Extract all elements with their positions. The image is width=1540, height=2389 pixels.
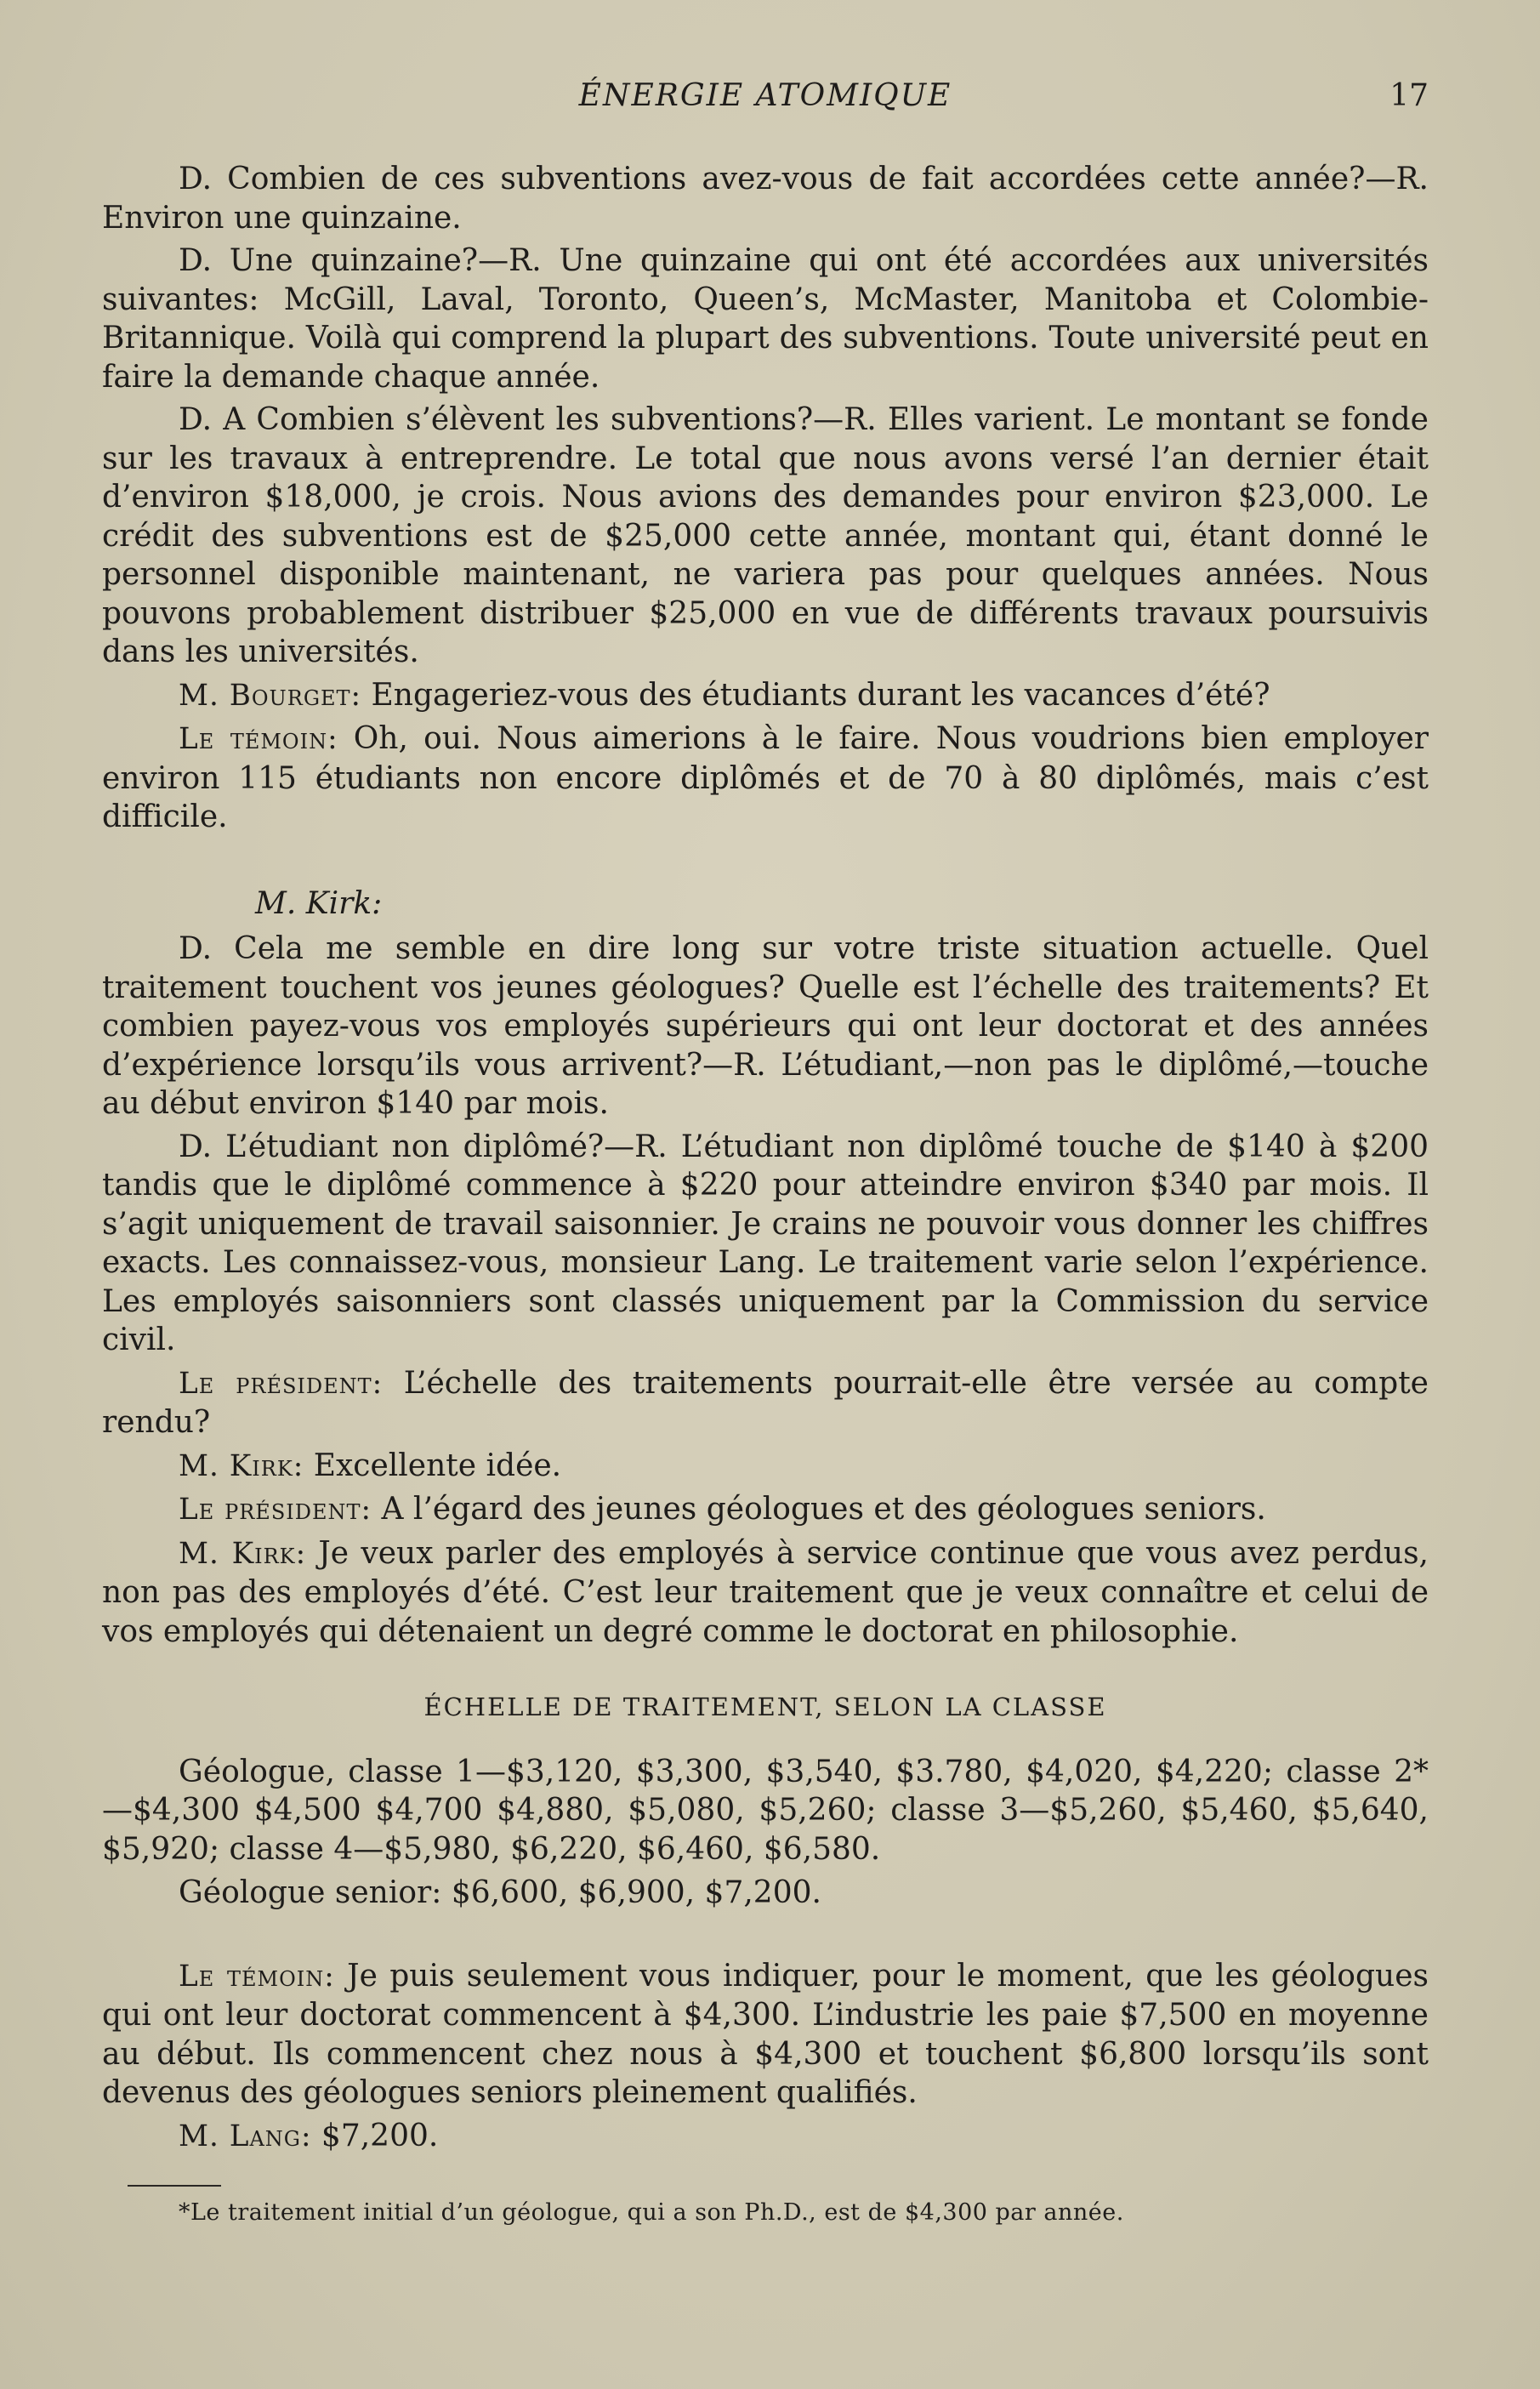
salary-line: Géologue, classe 1—$3,120, $3,300, $3,540, $3.780, $4,020, $4,220; classe 2*—$4,300 $4,500 $4,700 $4,880, $5,080, $5,260; classe 3—$5,260, $5,460, $5,640, $5,920; classe 4—$5,980, $6,220, $6,460, $6,580. [102, 1754, 1429, 1867]
salary-table-title: ÉCHELLE DE TRAITEMENT, SELON LA CLASSE [423, 1692, 1107, 1721]
speaker-name: M. Bourget: [179, 678, 362, 713]
speaker-text: Oh, oui. Nous aimerions à le faire. Nous voudrions bien employer environ 115 étudiants non encore diplômés et de 70 à 80 diplômés, mais c’est difficile. [102, 721, 1429, 834]
speaker-text: Je puis seulement vous indiquer, pour le moment, que les géologues qui ont leur doctorat commencent à $4,300. L’industrie les paie $7,500 en moyenne au début. Ils commencent chez nous à $4,300 et touchent $6,800 lorsqu’ils sont devenus des géologues seniors pleinement qualifiés. [102, 1958, 1429, 2110]
paragraph [102, 1364, 1429, 1442]
salary-line: Géologue senior: $6,600, $6,900, $7,200. [179, 1875, 821, 1910]
speaker-name: Le président: [179, 1493, 372, 1527]
speaker-name: M. Kirk: [179, 1448, 304, 1483]
paragraph [102, 1490, 1429, 1530]
paragraph [102, 1534, 1429, 1652]
page-number: 17 [1389, 78, 1429, 113]
speaker-name: Le témoin: [179, 722, 338, 756]
paragraph [102, 1957, 1429, 2113]
speaker-text: Excellente idée. [304, 1448, 562, 1483]
section-speaker-heading: M. Kirk: [255, 885, 383, 921]
paragraph: D. L’étudiant non diplômé?—R. L’étudiant non diplômé touche de $140 à $200 tandis que le diplômé commence à $220 pour atteindre environ $340 par mois. Il s’agit uniquement de travail saisonnier. Je crains ne pouvoir vous donner les chiffres exacts. Les connaissez-vous, monsieur Lang. Le traitement varie selon l’expérience. Les employés saisonniers sont classés uniquement par la Commission du service civil. [102, 1129, 1429, 1357]
speaker-name: Le témoin: [179, 1959, 335, 1994]
salary-table [102, 1753, 1429, 1913]
paragraph [102, 2117, 1429, 2157]
paragraph: D. Cela me semble en dire long sur votre triste situation actuelle. Quel traitement touchent vos jeunes géologues? Quelle est l’échelle des traitements? Et combien payez-vous vos employés supérieurs qui ont leur doctorat et des années d’expérience lorsqu’ils vous arrivent?—R. L’étudiant,—non pas le diplômé,—touche au début environ $140 par mois. [102, 931, 1429, 1121]
speaker-text: $7,200. [311, 2118, 439, 2153]
speaker-text: A l’égard des jeunes géologues et des géologues seniors. [372, 1492, 1266, 1527]
paragraph [102, 1447, 1429, 1487]
speaker-name: M. Lang: [179, 2119, 312, 2153]
speaker-name: M. Kirk: [179, 1536, 307, 1571]
speaker-text: L’échelle des traitements pourrait-elle être versée au compte rendu? [102, 1365, 1429, 1440]
page-header [102, 78, 1429, 121]
speaker-name: Le président: [179, 1366, 384, 1401]
footnote: *Le traitement initial d’un géologue, qui a son Ph.D., est de $4,300 par année. [179, 2199, 1124, 2226]
paragraph: D. A Combien s’élèvent les subventions?—R. Elles varient. Le montant se fonde sur les travaux à entreprendre. Le total que nous avons versé l’an dernier était d’environ $18,000, je crois. Nous avions des demandes pour environ $23,000. Le crédit des subventions est de $25,000 cette année, montant qui, étant donné le personnel disponible maintenant, ne variera pas pour quelques années. Nous pouvons probablement distribuer $25,000 en vue de différents travaux poursuivis dans les universités. [102, 402, 1429, 669]
paragraph: D. Une quinzaine?—R. Une quinzaine qui ont été accordées aux universités suivantes: McGill, Laval, Toronto, Queen’s, McMaster, Manitoba et Colombie-Britannique. Voilà qui comprend la plupart des subventions. Toute université peut en faire la demande chaque année. [102, 243, 1429, 395]
speaker-text: Engageriez-vous des étudiants durant les vacances d’été? [361, 677, 1270, 713]
footnote-divider [128, 2185, 221, 2187]
paragraph [102, 676, 1429, 716]
running-title: ÉNERGIE ATOMIQUE [578, 78, 952, 113]
paragraph [102, 720, 1429, 837]
speaker-text: Je veux parler des employés à service continue que vous avez perdus, non pas des employés d’été. C’est leur traitement que je veux connaître et celui de vos employés qui détenaient un degré comme le doctorat en philosophie. [102, 1535, 1429, 1649]
paragraph: D. Combien de ces subventions avez-vous de fait accordées cette année?—R. Environ une quinzaine. [102, 162, 1429, 236]
page-body [102, 160, 1429, 2227]
